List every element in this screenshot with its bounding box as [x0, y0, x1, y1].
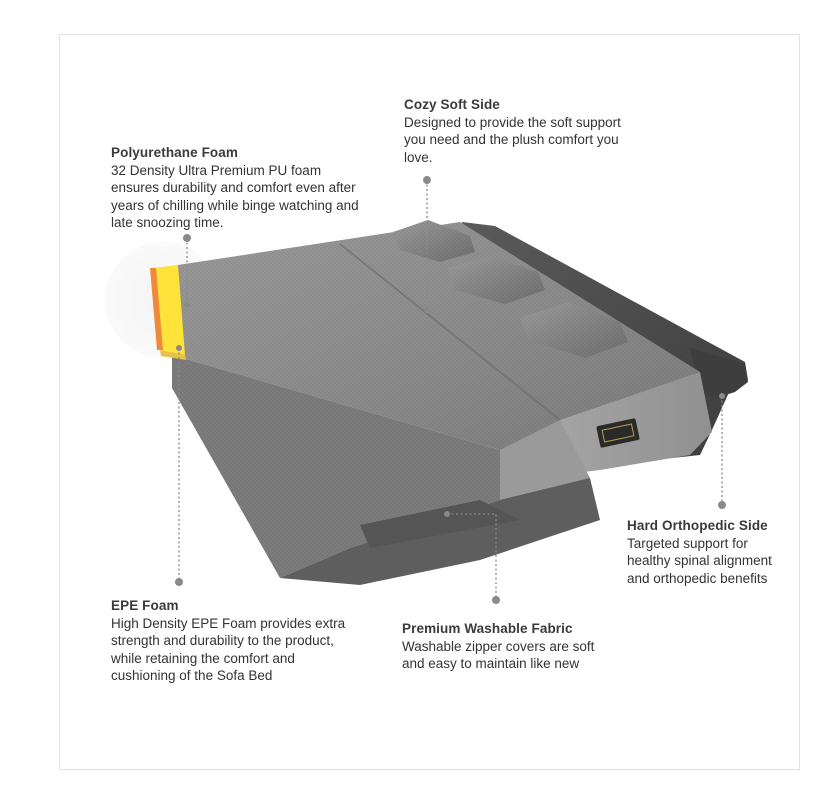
fabric-leader-dot	[492, 596, 500, 604]
cozy-soft-side-description: Designed to provide the soft support you need and the plush comfort you love.	[404, 114, 621, 165]
cozy-leader-dot	[423, 176, 431, 184]
cozy-soft-side-title: Cozy Soft Side	[404, 97, 500, 112]
orthopedic-leader-dot	[718, 501, 726, 509]
hard-orthopedic-side-callout	[627, 517, 787, 587]
epe-foam-description: High Density EPE Foam provides extra strength and durability to the product, while retaining the comfort and cushioning of the Sofa Bed	[111, 615, 346, 683]
polyurethane-foam-title: Polyurethane Foam	[111, 145, 238, 160]
polyurethane-foam-callout	[111, 144, 366, 232]
epe-leader-dot	[175, 578, 183, 586]
premium-washable-fabric-callout	[402, 620, 612, 673]
premium-washable-fabric-description: Washable zipper covers are soft and easy to maintain like new	[402, 638, 595, 671]
epe-foam-title: EPE Foam	[111, 598, 179, 613]
polyurethane-foam-description: 32 Density Ultra Premium PU foam ensures durability and comfort even after years of chilling while binge watching and late snoozing time.	[111, 162, 359, 230]
hard-orthopedic-side-description: Targeted support for healthy spinal alignment and orthopedic benefits	[627, 535, 772, 586]
cozy-soft-side-callout	[404, 96, 644, 166]
pu-leader-dot	[183, 234, 191, 242]
hard-orthopedic-side-title: Hard Orthopedic Side	[627, 518, 768, 533]
epe-foam-callout	[111, 597, 361, 685]
premium-washable-fabric-title: Premium Washable Fabric	[402, 621, 573, 636]
